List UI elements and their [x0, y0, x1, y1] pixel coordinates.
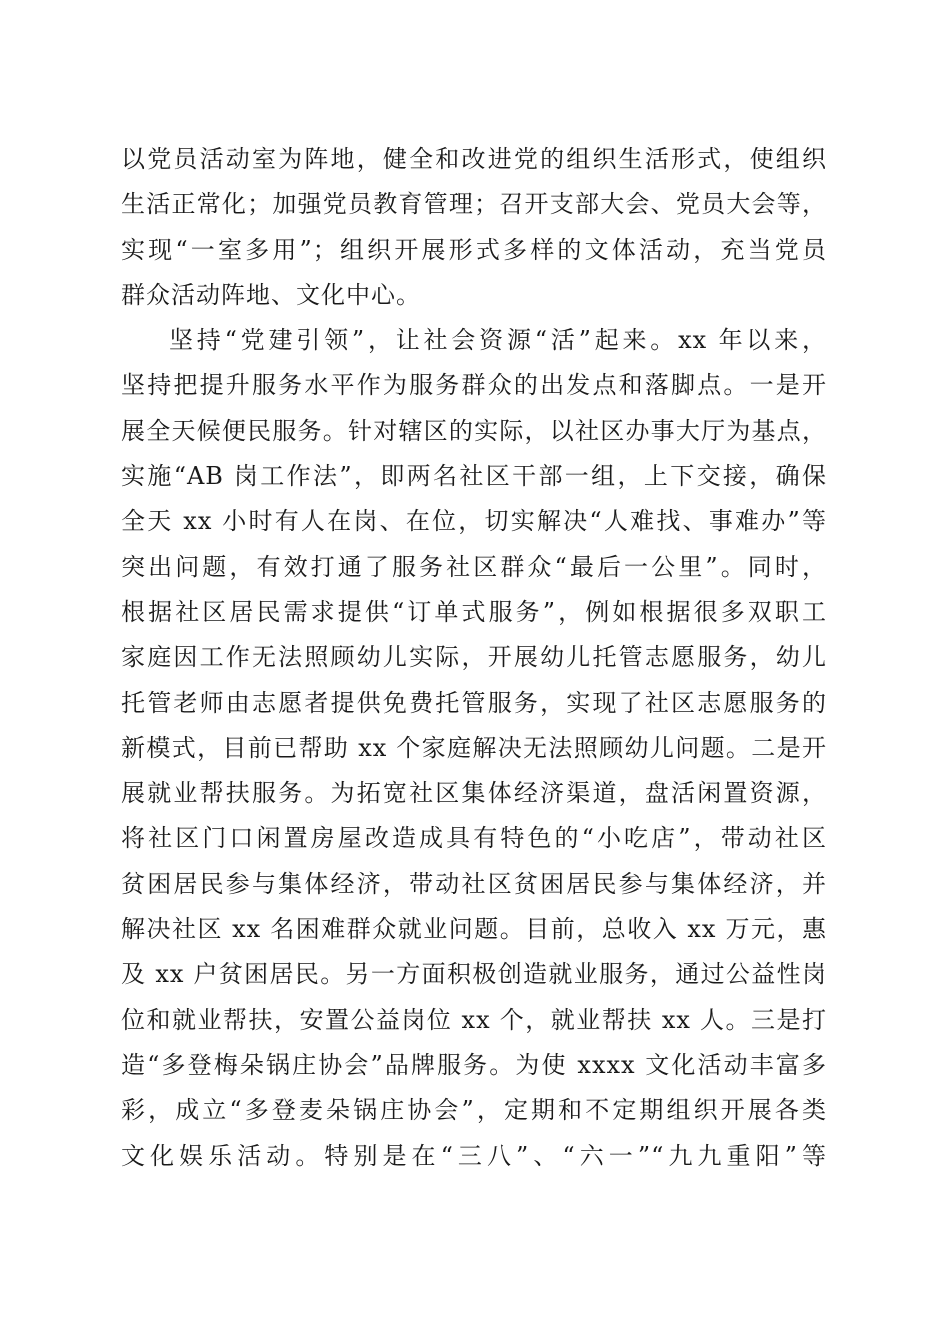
text-line: 将社区门口闲置房屋改造成具有特色的“小吃店”，带动社区	[121, 824, 827, 853]
text-line: 生活正常化；加强党员教育管理；召开支部大会、党员大会等，	[121, 190, 827, 219]
text-line: 文化娱乐活动。特别是在“三八”、“六一”“九九重阳”等	[121, 1141, 827, 1170]
text-line: 群众活动阵地、文化中心。	[121, 280, 421, 309]
text-line: 托管老师由志愿者提供免费托管服务，实现了社区志愿服务的	[121, 688, 827, 717]
text-line: 坚持“党建引领”，让社会资源“活”起来。xx 年以来，	[169, 326, 827, 355]
text-line: 家庭因工作无法照顾幼儿实际，开展幼儿托管志愿服务，幼儿	[121, 643, 827, 672]
text-line: 突出问题，有效打通了服务社区群众“最后一公里”。同时，	[121, 552, 827, 581]
text-line: 及 xx 户贫困居民。另一方面积极创造就业服务，通过公益性岗	[121, 960, 827, 989]
paragraph-2	[121, 318, 827, 1179]
text-line: 位和就业帮扶，安置公益岗位 xx 个，就业帮扶 xx 人。三是打	[121, 1005, 827, 1034]
text-line: 贫困居民参与集体经济，带动社区贫困居民参与集体经济，并	[121, 869, 827, 898]
text-line: 新模式，目前已帮助 xx 个家庭解决无法照顾幼儿问题。二是开	[121, 733, 827, 762]
paragraph-1	[121, 137, 827, 318]
text-line: 造“多登梅朵锅庄协会”品牌服务。为使 xxxx 文化活动丰富多	[121, 1050, 827, 1079]
text-line: 解决社区 xx 名困难群众就业问题。目前，总收入 xx 万元，惠	[121, 915, 827, 944]
text-line: 实现“一室多用”；组织开展形式多样的文体活动，充当党员	[121, 235, 827, 264]
text-line: 展就业帮扶服务。为拓宽社区集体经济渠道，盘活闲置资源，	[121, 779, 827, 808]
text-line: 实施“AB 岗工作法”，即两名社区干部一组，上下交接，确保	[121, 462, 827, 491]
text-line: 根据社区居民需求提供“订单式服务”，例如根据很多双职工	[121, 597, 827, 626]
text-line: 坚持把提升服务水平作为服务群众的出发点和落脚点。一是开	[121, 371, 827, 400]
document-body	[121, 137, 827, 1179]
text-line: 全天 xx 小时有人在岗、在位，切实解决“人难找、事难办”等	[121, 507, 827, 536]
text-line: 展全天候便民服务。针对辖区的实际，以社区办事大厅为基点，	[121, 416, 827, 445]
text-line: 以党员活动室为阵地，健全和改进党的组织生活形式，使组织	[121, 145, 827, 173]
text-line: 彩，成立“多登麦朵锅庄协会”，定期和不定期组织开展各类	[121, 1096, 827, 1125]
